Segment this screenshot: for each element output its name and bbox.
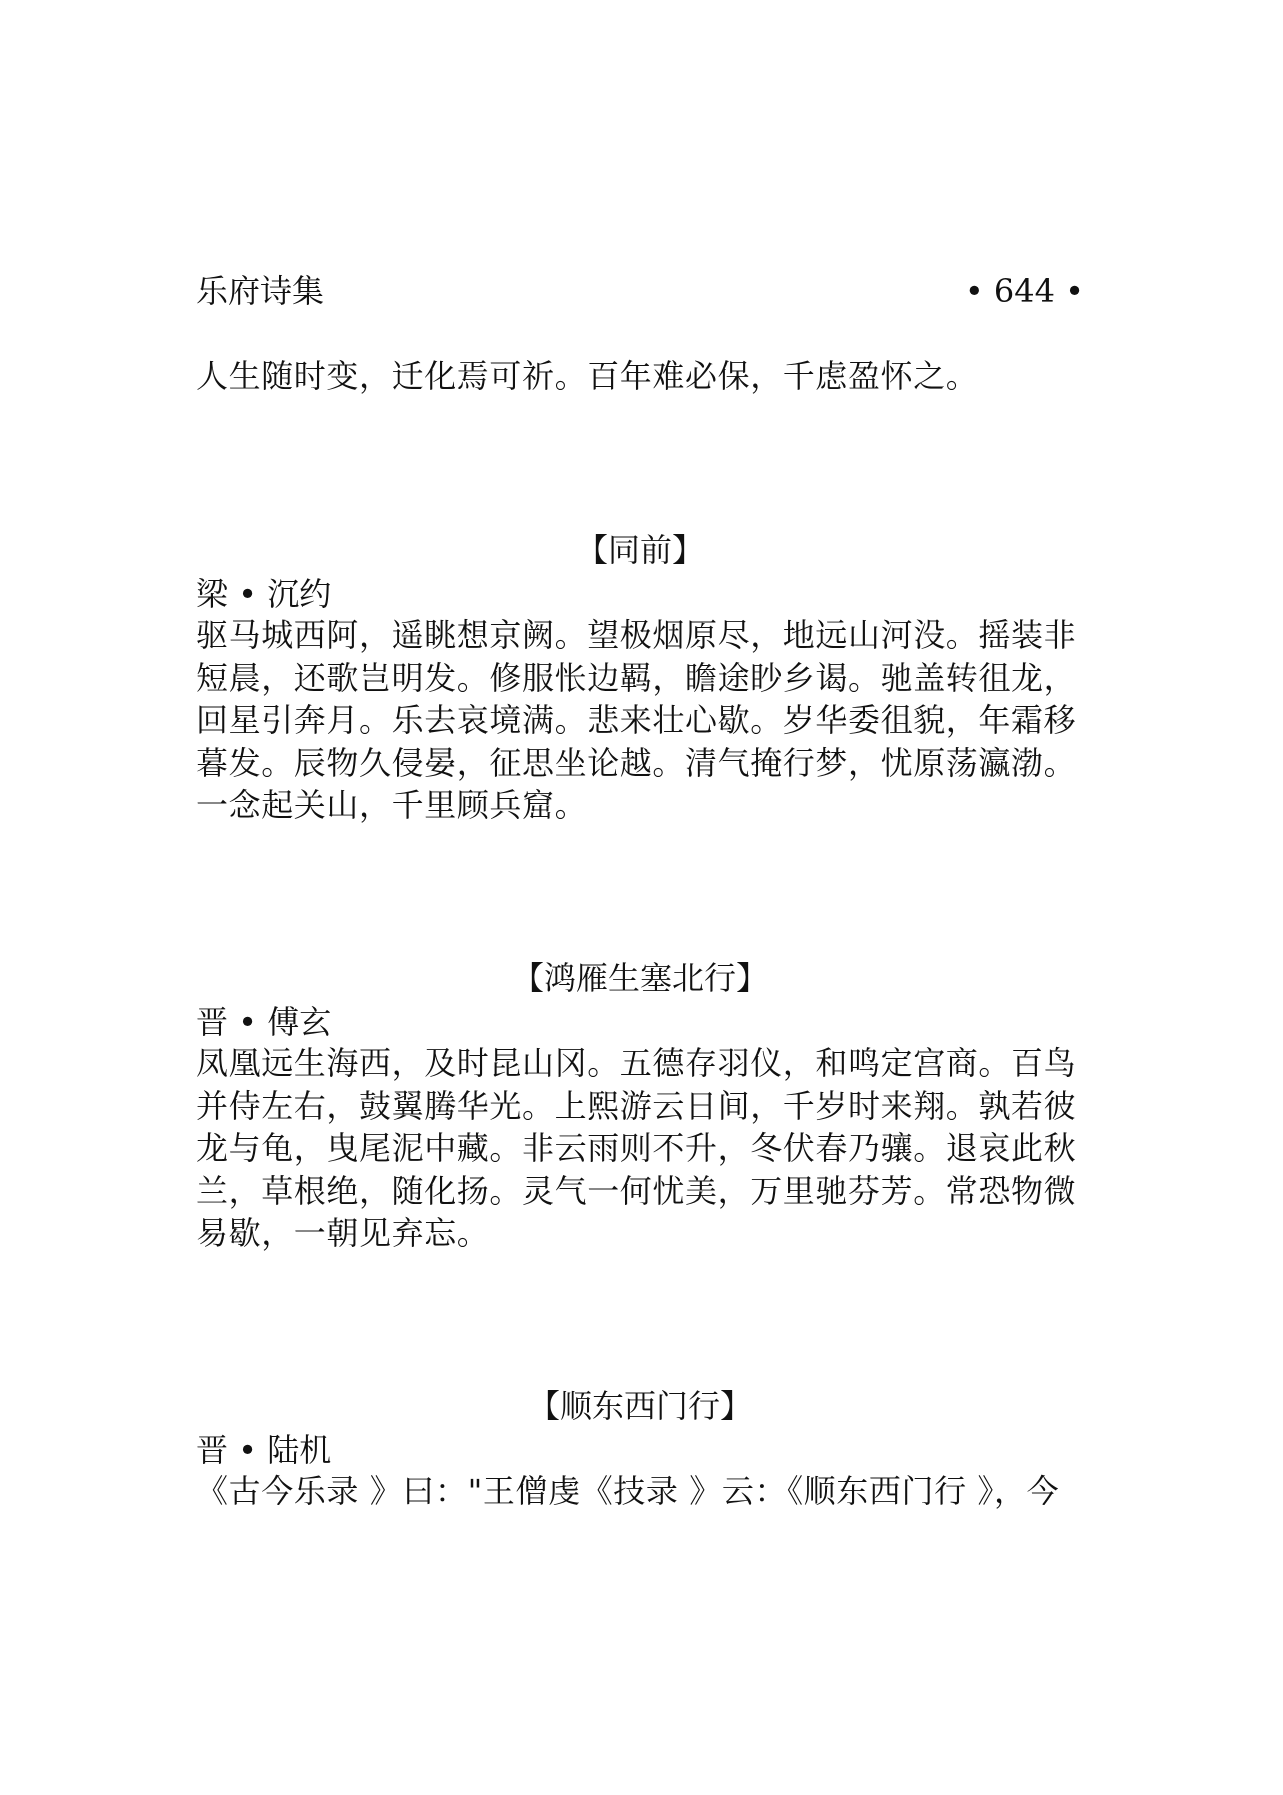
- section-author: 晋 • 傅玄: [196, 1003, 332, 1041]
- poem-body: [196, 614, 1096, 827]
- section-title: 【鸿雁生塞北行】: [511, 959, 768, 997]
- page-header: [196, 268, 1084, 314]
- section-author: 梁 • 沉约: [196, 575, 332, 613]
- page-number: • 644 •: [964, 272, 1084, 310]
- intro-paragraph: [196, 355, 1096, 398]
- text-line: 凤凰远生海西，及时昆山冈。五德存羽仪，和鸣定宫商。百鸟: [196, 1044, 1077, 1082]
- text-line: 驱马城西阿，遥眺想京阙。望极烟原尽，地远山河没。摇装非: [196, 616, 1077, 654]
- text-line: 短晨，还歌岂明发。修服怅边羁，瞻途眇乡谒。驰盖转徂龙，: [196, 658, 1077, 697]
- section-title: 【同前】: [575, 531, 704, 569]
- text-line: 暮发。辰物久侵晏，征思坐论越。清气掩行梦，忧原荡瀛渤。: [196, 743, 1077, 782]
- text-line: 人生随时变，迁化焉可祈。百年难必保，千虑盈怀之。: [196, 357, 979, 395]
- section-title: 【顺东西门行】: [527, 1387, 752, 1425]
- text-line: 回星引奔月。乐去哀境满。悲来壮心歇。岁华委徂貌，年霜移: [196, 701, 1077, 739]
- text-line: 一念起关山，千里顾兵窟。: [196, 786, 588, 824]
- text-line: 易歇，一朝见弃忘。: [196, 1214, 490, 1252]
- section-author: 晋 • 陆机: [196, 1431, 332, 1469]
- text-line: 龙与龟，曳尾泥中藏。非云雨则不升，冬伏春乃骧。退哀此秋: [196, 1129, 1077, 1167]
- poem-body: [196, 1042, 1096, 1255]
- text-line: 《古今乐录 》曰："王僧虔《技录 》云：《顺东西门行 》，今: [196, 1472, 1060, 1510]
- text-line: 并侍左右，鼓翼腾华光。上熙游云日间，千岁时来翔。孰若彼: [196, 1086, 1077, 1125]
- text-line: 兰，草根绝，随化扬。灵气一何忧美，万里驰芬芳。常恐物微: [196, 1171, 1077, 1210]
- poem-body: [196, 1470, 1096, 1513]
- book-title: 乐府诗集: [196, 272, 325, 310]
